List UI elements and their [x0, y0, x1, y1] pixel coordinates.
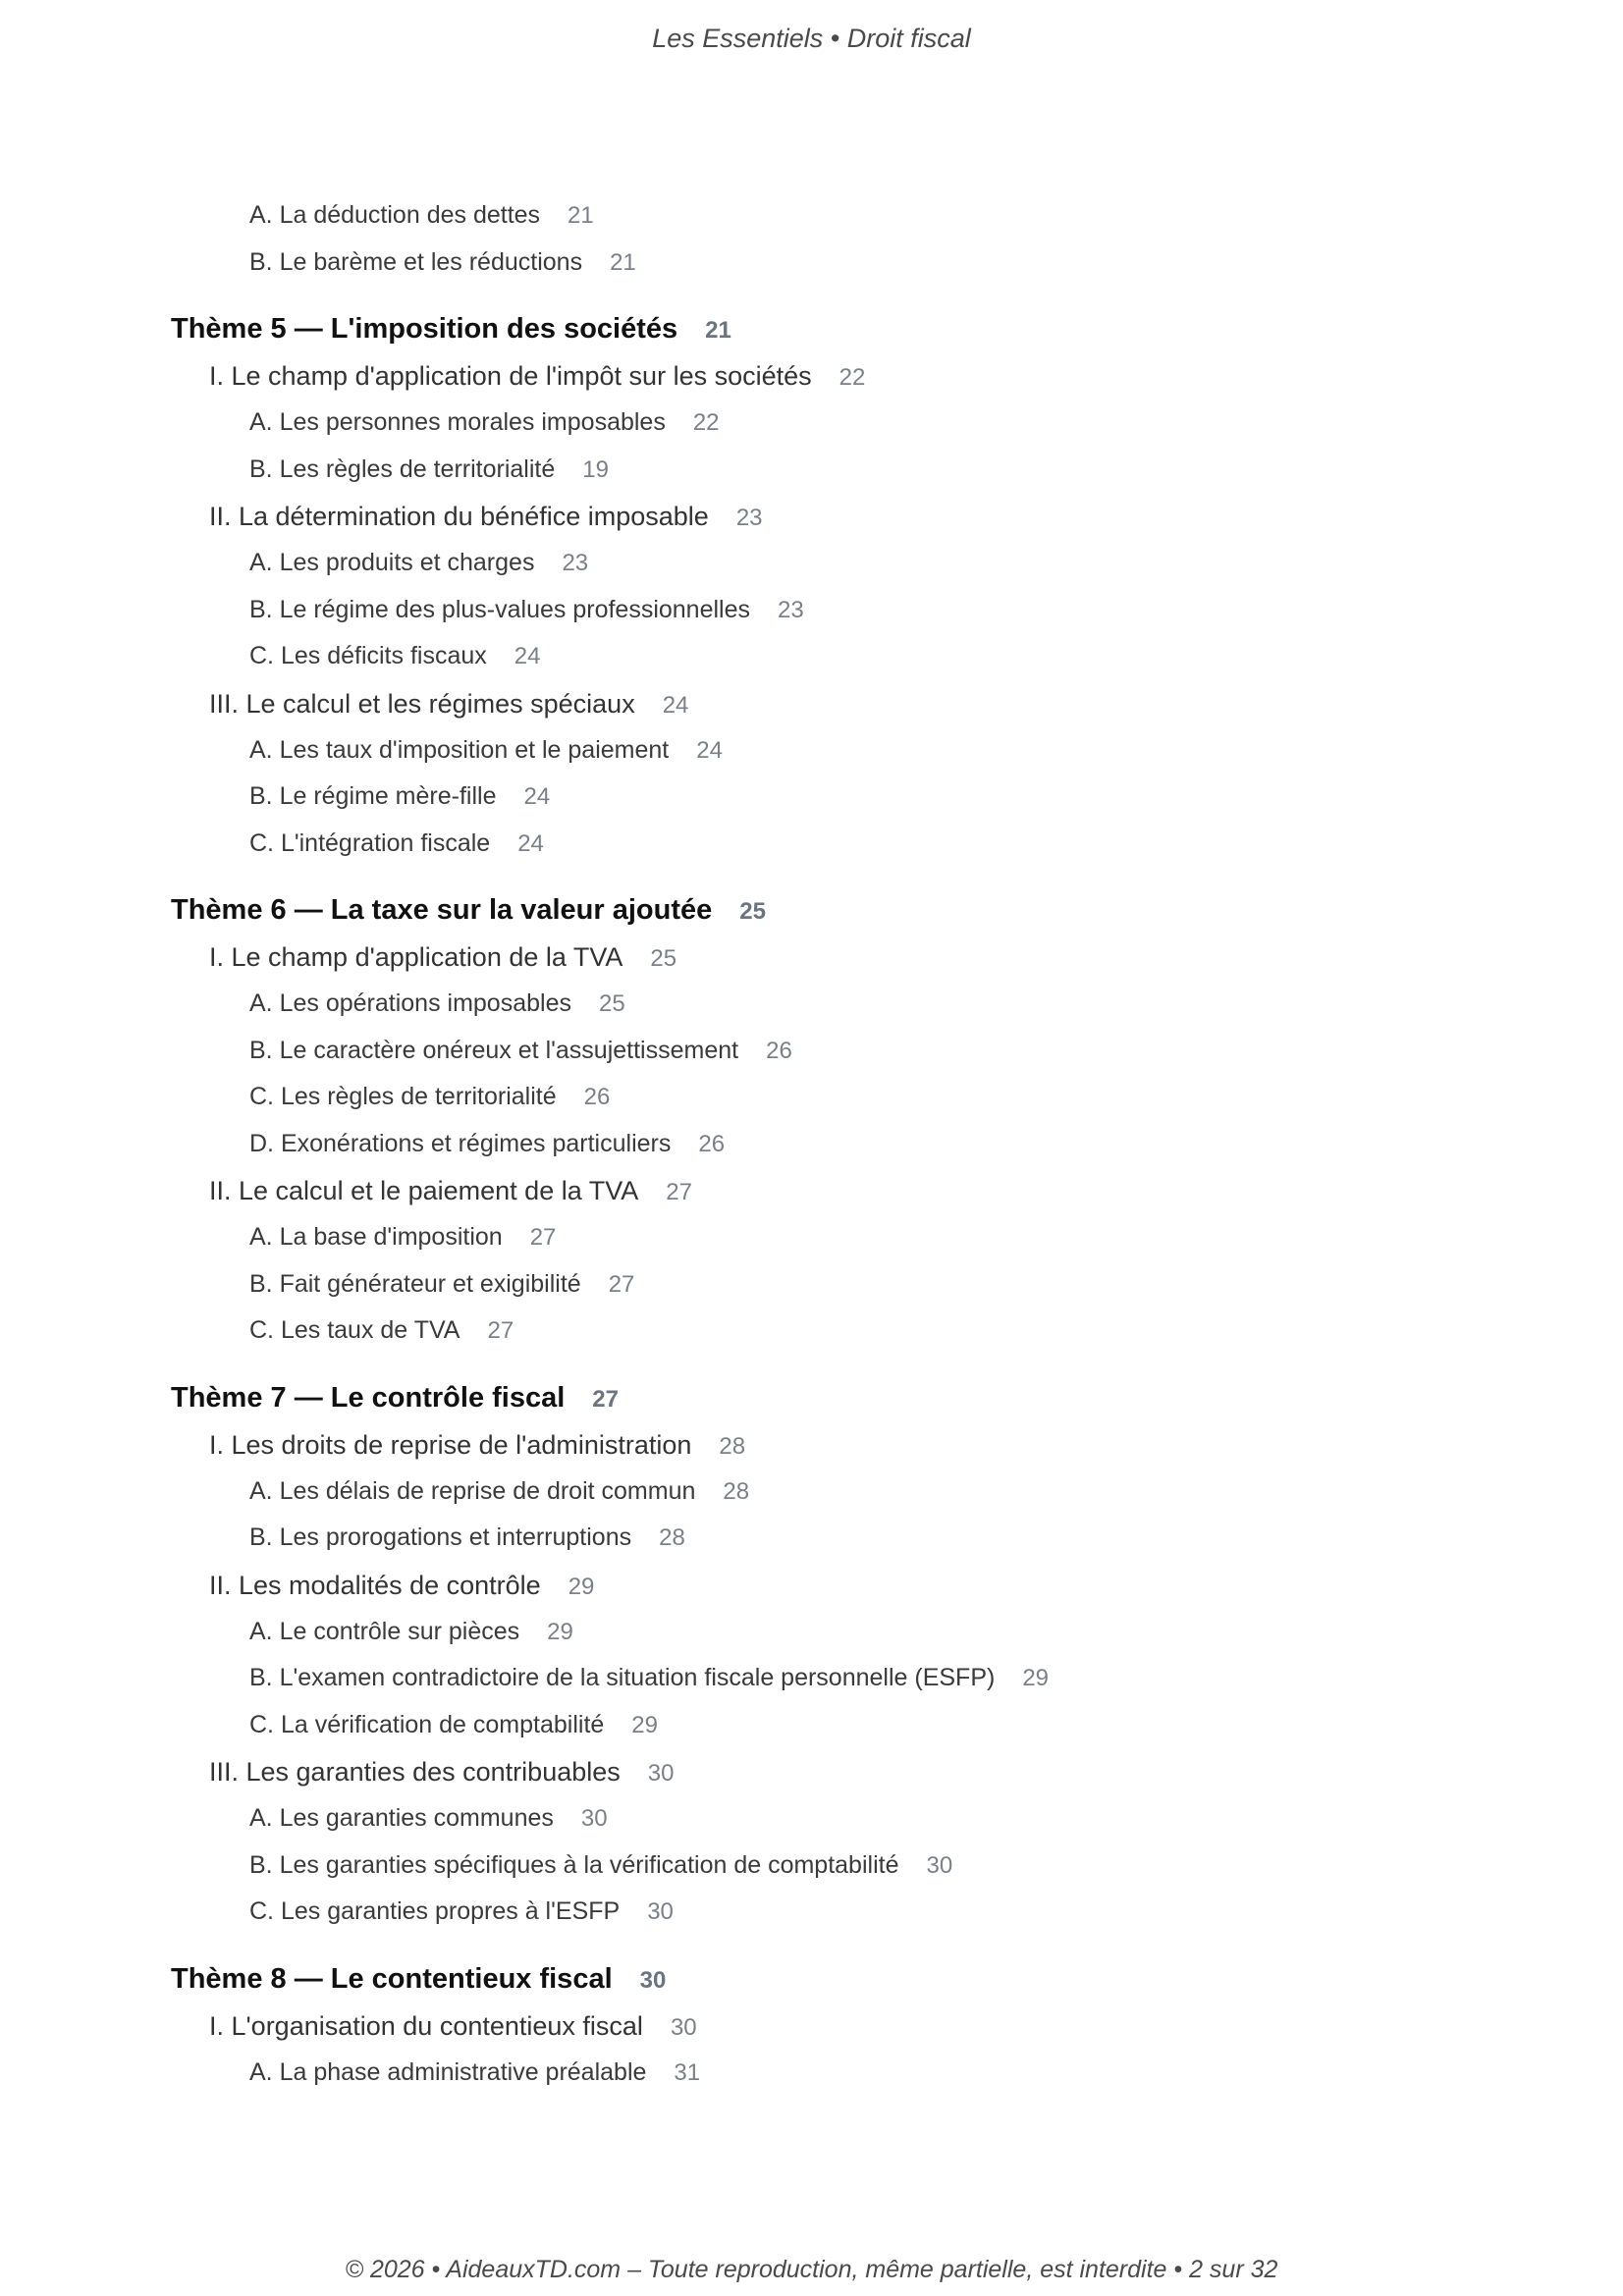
- toc-entry-sub: [0, 1261, 1623, 1308]
- toc-entry-label: C. Les taux de TVA: [249, 1316, 460, 1344]
- toc-entry-label: B. Le régime mère-fille: [249, 782, 497, 810]
- toc-entry-sub: [0, 2050, 1623, 2097]
- toc-page-number: 30: [580, 1805, 608, 1832]
- toc-entry-label: C. L'intégration fiscale: [249, 828, 491, 857]
- toc-page-number: 30: [647, 1760, 675, 1787]
- toc-page-number: 24: [696, 736, 723, 764]
- toc-page-number: 27: [608, 1270, 635, 1298]
- toc-entry-label: A. Les produits et charges: [249, 549, 535, 576]
- toc-entry-label: B. Le barème et les réductions: [249, 247, 583, 276]
- toc-page-number: 28: [723, 1477, 750, 1505]
- toc-entry-label: C. Les garanties propres à l'ESFP: [249, 1897, 621, 1925]
- toc-entry-section: [0, 1421, 1623, 1468]
- toc-entry-sub: [0, 1121, 1623, 1168]
- toc-page-number: 29: [1022, 1665, 1050, 1691]
- toc-entry-label: Thème 8 — Le contentieux fiscal: [171, 1962, 613, 1995]
- toc-page-number: 22: [839, 364, 866, 391]
- toc-entry-label: B. L'examen contradictoire de la situation fiscale personnelle (ESFP): [249, 1664, 996, 1691]
- toc-page-number: 27: [592, 1385, 619, 1413]
- toc-entry-label: I. Le champ d'application de l'impôt sur les sociétés: [209, 361, 812, 391]
- toc-page-number: 21: [705, 317, 731, 344]
- toc-entry-label: III. Le calcul et les régimes spéciaux: [209, 688, 635, 719]
- toc-page-number: 26: [766, 1037, 792, 1064]
- toc-entry-label: C. La vérification de comptabilité: [249, 1710, 605, 1738]
- toc-entry-sub: [0, 1609, 1623, 1656]
- toc-page-number: 26: [698, 1130, 726, 1157]
- toc-entry-section: [0, 352, 1623, 400]
- toc-entry-label: C. Les règles de territorialité: [249, 1083, 557, 1110]
- toc-page-number: 29: [547, 1618, 573, 1645]
- toc-page-number: 26: [583, 1084, 611, 1110]
- toc-entry-label: II. Les modalités de contrôle: [209, 1570, 541, 1600]
- toc-entry-label: A. Les personnes morales imposables: [249, 408, 666, 436]
- toc-page-number: 29: [631, 1711, 658, 1738]
- toc-entry-section: [0, 2002, 1623, 2050]
- toc-entry-sub: [0, 192, 1623, 240]
- toc-entry-sub: [0, 1515, 1623, 1562]
- toc-entry-sub: [0, 587, 1623, 634]
- toc-entry-label: III. Les garanties des contribuables: [209, 1757, 621, 1787]
- toc-entry-sub: [0, 821, 1623, 868]
- toc-entry-label: I. Les droits de reprise de l'administration: [209, 1429, 692, 1460]
- toc-entry-sub: [0, 1842, 1623, 1890]
- toc-page-number: 24: [517, 829, 544, 857]
- toc-entry-sub: [0, 1074, 1623, 1121]
- toc-entry-sub: [0, 447, 1623, 494]
- toc-entry-sub: [0, 981, 1623, 1028]
- toc-entry-label: B. Fait générateur et exigibilité: [249, 1269, 581, 1298]
- toc-page-number: 28: [719, 1432, 746, 1460]
- toc-entry-section: [0, 1167, 1623, 1214]
- toc-entry-label: I. Le champ d'application de la TVA: [209, 942, 623, 972]
- toc-entry-sub: [0, 633, 1623, 680]
- toc-entry-theme: [0, 886, 1623, 934]
- toc-page-number: 25: [739, 898, 766, 925]
- toc-page-number: 24: [514, 643, 541, 669]
- toc-entry-label: Thème 7 — Le contrôle fiscal: [171, 1381, 566, 1414]
- toc-page-number: 27: [487, 1317, 514, 1344]
- toc-page-number: 21: [610, 248, 636, 276]
- toc-entry-label: A. Les opérations imposables: [249, 989, 571, 1017]
- toc-entry-sub: [0, 1795, 1623, 1842]
- toc-entry-section: [0, 1748, 1623, 1795]
- toc-entry-sub: [0, 1308, 1623, 1355]
- toc-entry-label: B. Le régime des plus-values professionnelles: [249, 595, 750, 623]
- toc-entry-section: [0, 493, 1623, 540]
- page-footer: © 2026 • AideauxTD.com – Toute reproduction, même partielle, est interdite • 2 sur 32: [345, 2256, 1278, 2283]
- toc-page-number: 23: [735, 505, 763, 531]
- toc-page-number: 31: [674, 2058, 701, 2086]
- table-of-contents: [0, 192, 1623, 2096]
- toc-entry-theme: [0, 1374, 1623, 1421]
- toc-entry-section: [0, 680, 1623, 727]
- toc-entry-label: A. La déduction des dettes: [249, 201, 541, 229]
- toc-entry-sub: [0, 240, 1623, 287]
- toc-page-number: 30: [670, 2013, 697, 2041]
- toc-entry-label: A. Les garanties communes: [249, 1804, 554, 1832]
- toc-entry-label: I. L'organisation du contentieux fiscal: [209, 2010, 643, 2041]
- toc-entry-sub: [0, 400, 1623, 447]
- toc-entry-label: A. La base d'imposition: [249, 1223, 503, 1251]
- toc-page-number: 25: [650, 945, 677, 972]
- toc-page-number: 29: [568, 1573, 595, 1600]
- toc-page-number: 24: [662, 691, 689, 719]
- toc-entry-label: A. La phase administrative préalable: [249, 2057, 647, 2086]
- toc-entry-label: B. Les prorogations et interruptions: [249, 1523, 632, 1551]
- toc-entry-label: A. Le contrôle sur pièces: [249, 1617, 520, 1645]
- toc-page-number: 27: [666, 1179, 692, 1205]
- toc-entry-theme: [0, 305, 1623, 352]
- toc-page-number: 23: [778, 596, 804, 623]
- toc-page-number: 19: [582, 455, 609, 483]
- toc-entry-sub: [0, 1655, 1623, 1702]
- toc-entry-sub: [0, 1702, 1623, 1749]
- toc-entry-label: II. La détermination du bénéfice imposable: [209, 502, 709, 531]
- toc-entry-label: A. Les délais de reprise de droit commun: [249, 1476, 696, 1505]
- toc-entry-label: II. Le calcul et le paiement de la TVA: [209, 1176, 639, 1205]
- toc-entry-sub: [0, 774, 1623, 821]
- toc-entry-sub: [0, 1214, 1623, 1261]
- toc-entry-theme: [0, 1955, 1623, 2002]
- toc-entry-sub: [0, 1468, 1623, 1516]
- toc-entry-label: C. Les déficits fiscaux: [249, 642, 487, 669]
- toc-page-number: 24: [523, 783, 551, 810]
- toc-entry-sub: [0, 1028, 1623, 1075]
- toc-entry-label: B. Les garanties spécifiques à la vérification de comptabilité: [249, 1850, 899, 1879]
- toc-page-number: 27: [529, 1224, 557, 1251]
- toc-page-number: 28: [659, 1524, 685, 1551]
- toc-page-number: 30: [926, 1851, 953, 1879]
- toc-entry-label: D. Exonérations et régimes particuliers: [249, 1129, 672, 1157]
- toc-page-number: 25: [598, 990, 625, 1017]
- toc-entry-section: [0, 934, 1623, 981]
- toc-page-number: 30: [647, 1898, 674, 1925]
- toc-entry-sub: [0, 727, 1623, 774]
- toc-page-number: 21: [568, 202, 594, 229]
- toc-entry-label: A. Les taux d'imposition et le paiement: [249, 735, 670, 764]
- toc-page-number: 30: [639, 1966, 667, 1994]
- toc-entry-label: B. Les règles de territorialité: [249, 454, 556, 483]
- toc-entry-label: B. Le caractère onéreux et l'assujettissement: [249, 1036, 739, 1064]
- toc-page-number: 22: [692, 409, 720, 436]
- toc-entry-sub: [0, 1889, 1623, 1936]
- toc-page-number: 23: [562, 550, 589, 576]
- toc-entry-label: Thème 5 — L'imposition des sociétés: [171, 313, 678, 345]
- toc-entry-sub: [0, 540, 1623, 587]
- running-header: Les Essentiels • Droit fiscal: [652, 24, 971, 53]
- toc-entry-section: [0, 1562, 1623, 1609]
- toc-entry-label: Thème 6 — La taxe sur la valeur ajoutée: [171, 894, 713, 926]
